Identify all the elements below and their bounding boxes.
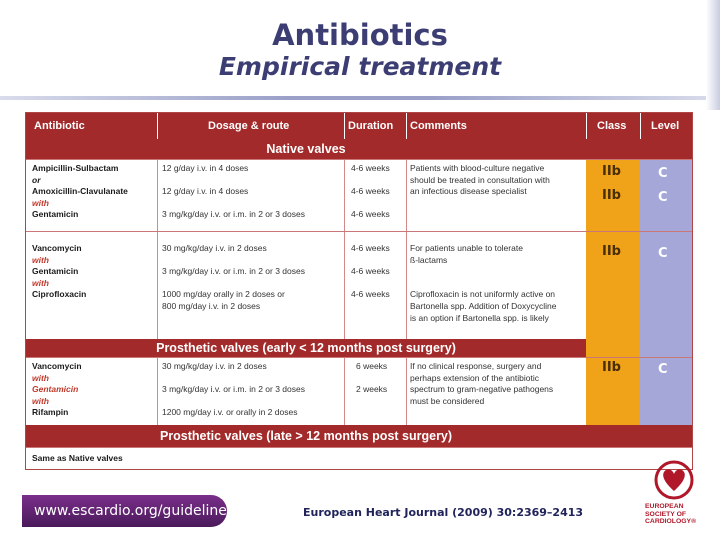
slide-title: Antibiotics [272, 18, 448, 52]
duration-list: 4-6 weeks 4-6 weeks 4-6 weeks [351, 243, 390, 300]
title-divider [0, 96, 720, 100]
comments: For patients unable to tolerate ß-lactams Ciprofloxacin is not uniformly active on Bartonella spp. Addition of Doxycycline is an option if Bartonella spp. is likely [410, 243, 557, 323]
header-comments: Comments [410, 120, 467, 132]
table-row-prosthetic [26, 357, 692, 426]
journal-citation: European Heart Journal (2009) 30:2369–2413 [303, 506, 584, 519]
decorative-edge [706, 0, 720, 110]
header-antibiotic: Antibiotic [34, 120, 85, 132]
header-class: Class [597, 120, 627, 132]
level-value: C [658, 190, 668, 205]
dosage-list: 30 mg/kg/day i.v. in 2 doses 3 mg/kg/day i.v. or i.m. in 2 or 3 doses 1200 mg/day i.v. or orally in 2 doses [162, 361, 305, 418]
table-row-native-2 [26, 231, 692, 340]
table-header-row [26, 113, 692, 139]
antibiotic-list: Vancomycin with Gentamicin with Ciprofloxacin [32, 243, 87, 300]
esc-logo-icon [634, 460, 714, 538]
level-value: C [658, 246, 668, 261]
antibiotics-table [25, 112, 693, 470]
duration-list: 6 weeks 2 weeks [356, 361, 388, 395]
antibiotic-list: Ampicillin-Sulbactam or Amoxicillin-Clavulanate with Gentamicin [32, 163, 128, 220]
comments: If no clinical response, surgery and perhaps extension of the antibiotic spectrum to gram-negative pathogens must be considered [410, 361, 554, 406]
esc-logo-text: EUROPEAN SOCIETY OF CARDIOLOGY® [645, 503, 697, 525]
table-row-late [26, 447, 692, 469]
header-dosage: Dosage & route [208, 120, 290, 132]
slide-subtitle: Empirical treatment [218, 52, 502, 81]
header-level: Level [651, 120, 680, 132]
duration-list: 4-6 weeks 4-6 weeks 4-6 weeks [351, 163, 390, 220]
same-as-native-text: Same as Native valves [32, 453, 123, 463]
section-native-valves [26, 139, 692, 159]
class-value: IIb [602, 244, 621, 259]
comments: Patients with blood-culture negative should be treated in consultation with an infectious disease specialist [410, 163, 550, 197]
class-value: IIb [602, 164, 621, 179]
guidelines-link[interactable]: www.escardio.org/guidelines [22, 495, 227, 527]
table-row-native-1 [26, 159, 692, 232]
section-label: Prosthetic valves (early < 12 months post surgery) [156, 341, 456, 355]
antibiotic-list: Vancomycin with Gentamicin with Rifampin [32, 361, 82, 418]
level-value: C [658, 166, 668, 181]
header-duration: Duration [348, 120, 394, 132]
dosage-list: 30 mg/kg/day i.v. in 2 doses 3 mg/kg/day i.v. or i.m. in 2 or 3 doses 1000 mg/day orally in 2 doses or 800 mg/day i.v. in 2 doses [162, 243, 305, 311]
class-value: IIb [602, 188, 621, 203]
slide-header [0, 0, 720, 95]
section-label: Native valves [266, 142, 346, 156]
dosage-list: 12 g/day i.v. in 4 doses 12 g/day i.v. in 4 doses 3 mg/kg/day i.v. or i.m. in 2 or 3 doses [162, 163, 305, 220]
section-label: Prosthetic valves (late > 12 months post surgery) [159, 429, 453, 443]
class-value: IIb [602, 360, 621, 375]
section-prosthetic-early [26, 339, 692, 357]
section-prosthetic-late [26, 425, 692, 447]
level-value: C [658, 362, 668, 377]
